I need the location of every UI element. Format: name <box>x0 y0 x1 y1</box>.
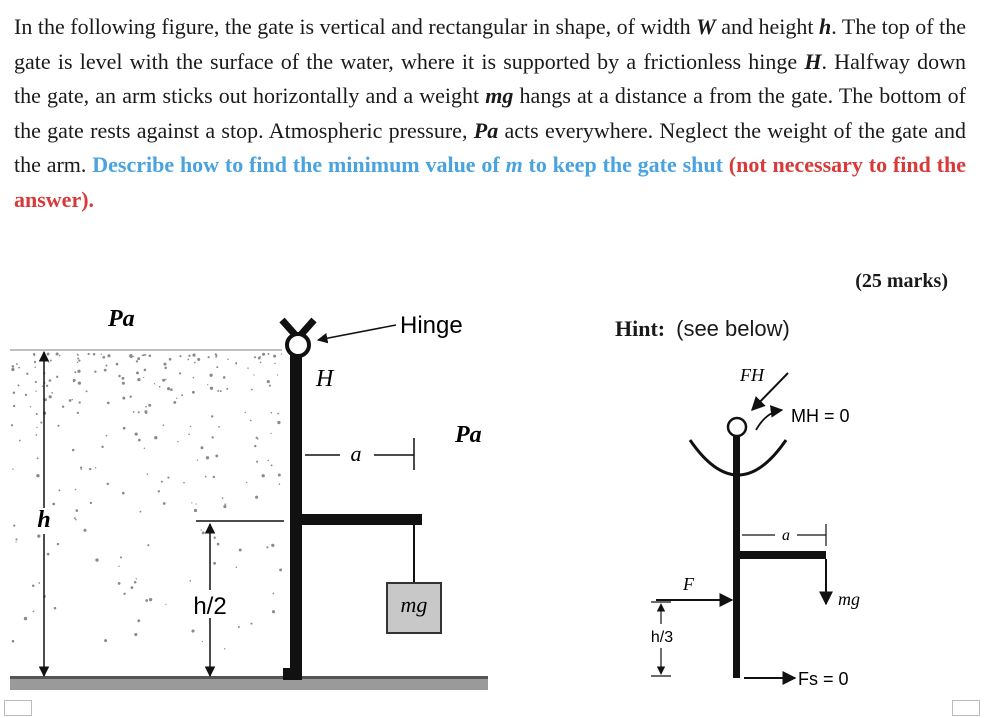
water-speckle <box>34 355 36 357</box>
water-speckle <box>129 354 132 357</box>
water-speckle <box>59 355 61 357</box>
water-speckle <box>138 411 140 413</box>
water-speckle <box>188 433 190 435</box>
water-speckle <box>273 593 275 595</box>
water-speckle <box>223 376 226 379</box>
var-W: W <box>696 14 716 39</box>
water-speckle <box>258 357 261 360</box>
water-speckle <box>118 375 121 378</box>
water-speckle <box>191 629 194 632</box>
water-speckle <box>89 468 91 470</box>
water-speckle <box>163 502 166 505</box>
water-speckle <box>75 519 77 521</box>
text-span: acts everywhere. Neglect the weight of the gate and the arm. <box>14 117 966 178</box>
water-speckle <box>250 420 252 422</box>
water-speckle <box>188 355 190 357</box>
water-speckle <box>15 538 17 540</box>
water-speckle <box>279 568 282 571</box>
water-speckle <box>45 357 47 359</box>
water-speckle <box>208 356 210 358</box>
water-speckle <box>169 358 172 361</box>
hint-f-label: F <box>683 574 694 594</box>
water-speckle <box>277 413 279 415</box>
ground <box>10 678 488 690</box>
hint-fh-label: FH <box>740 365 764 385</box>
water-speckle <box>223 505 226 508</box>
water-speckle <box>194 362 196 364</box>
water-speckle <box>107 483 109 485</box>
water-speckle <box>222 497 224 499</box>
water-speckle <box>202 641 203 642</box>
water-speckle <box>101 354 102 355</box>
water-speckle <box>210 387 213 390</box>
water-speckle <box>136 360 138 362</box>
water-speckle <box>48 362 49 363</box>
question-highlight: to keep the gate shut <box>522 152 723 178</box>
water-speckle <box>206 456 209 459</box>
water-speckle <box>238 626 240 628</box>
water-speckle <box>154 436 157 439</box>
water-speckle <box>77 412 79 414</box>
water-speckle <box>37 457 39 459</box>
water-speckle <box>81 468 83 470</box>
water-speckle <box>235 363 237 365</box>
water-speckle <box>90 502 92 504</box>
water-speckle <box>224 503 226 505</box>
water-speckle <box>47 353 50 356</box>
water-speckle <box>26 373 28 375</box>
a-label: a <box>350 441 362 466</box>
water-speckle <box>88 353 90 355</box>
water-speckle <box>122 397 125 400</box>
water-speckle <box>164 367 167 370</box>
water-speckle <box>215 353 217 355</box>
water-speckle <box>77 362 79 364</box>
text-span: hangs at a distance a from the gate. The bottom of the gate rests against a stop. Atmospheric pressure, <box>14 83 966 143</box>
hint-third-label: h/3 <box>650 629 674 646</box>
water-speckle <box>190 426 191 427</box>
water-speckle <box>217 543 220 546</box>
hint-word: Hint: <box>615 316 666 341</box>
water-speckle <box>54 607 57 610</box>
water-speckle <box>104 639 107 642</box>
water-speckle <box>236 567 238 569</box>
water-speckle <box>274 363 275 364</box>
water-speckle <box>25 394 27 396</box>
water-speckle <box>30 406 31 407</box>
hint-mh-arc <box>756 410 782 430</box>
water-speckle <box>33 611 35 613</box>
water-speckle <box>19 440 21 442</box>
var-mg: mg <box>485 83 514 109</box>
water-speckle <box>11 352 282 649</box>
water-speckle <box>101 446 103 448</box>
var-m: m <box>505 152 523 178</box>
water-speckle <box>270 433 271 434</box>
water-speckle <box>271 412 273 414</box>
water-speckle <box>47 553 50 556</box>
water-speckle <box>207 384 208 385</box>
marks-label: (25 marks) <box>855 270 948 292</box>
water-speckle <box>18 367 20 369</box>
water-speckle <box>136 371 139 374</box>
water-speckle <box>58 489 60 491</box>
water-speckle <box>253 374 254 375</box>
water-speckle <box>256 461 258 463</box>
water-speckle <box>36 413 38 415</box>
water-speckle <box>195 503 196 504</box>
water-speckle <box>262 474 265 477</box>
water-speckle <box>77 358 79 360</box>
water-speckle <box>78 381 81 384</box>
water-speckle <box>120 556 122 558</box>
water-speckle <box>179 372 181 374</box>
water-speckle <box>106 435 108 437</box>
text-span: . The top of the gate is level with the surface of the water, where it is supported by a frictionless hinge <box>14 14 966 74</box>
water-speckle <box>165 379 167 381</box>
water-speckle <box>69 399 72 402</box>
gate-H-label: H <box>316 366 334 392</box>
water-speckle <box>137 357 140 360</box>
water-speckle <box>72 399 73 400</box>
water-speckle <box>149 598 152 601</box>
water-speckle <box>134 581 137 584</box>
water-speckle <box>56 376 58 378</box>
water-speckle <box>209 374 212 377</box>
water-speckle <box>102 356 105 359</box>
water-speckle <box>94 371 96 373</box>
water-speckle <box>36 474 39 477</box>
water-speckle <box>254 356 256 358</box>
water-speckle <box>11 368 14 371</box>
water-speckle <box>107 402 110 405</box>
water-speckle <box>245 412 246 413</box>
water-speckle <box>76 509 79 512</box>
water-speckle <box>24 617 27 620</box>
water-speckle <box>118 582 121 585</box>
water-speckle <box>77 370 80 373</box>
water-speckle <box>213 476 215 478</box>
hint-arm <box>738 551 826 559</box>
water-speckle <box>167 477 169 479</box>
hint-mh-label: MH = 0 <box>791 406 850 426</box>
water-speckle <box>165 604 166 605</box>
water-speckle <box>140 511 142 513</box>
water-speckle <box>51 392 53 394</box>
water-speckle <box>136 578 137 579</box>
water-speckle <box>15 541 16 542</box>
pa-left-label: Pa <box>108 306 135 332</box>
pa-right-label: Pa <box>455 422 482 448</box>
water-speckle <box>95 558 98 561</box>
water-speckle <box>145 406 147 408</box>
water-speckle <box>107 354 110 357</box>
water-speckle <box>12 365 15 368</box>
water-speckle <box>170 388 173 391</box>
water-speckle <box>56 352 59 355</box>
water-speckle <box>13 525 15 527</box>
water-speckle <box>42 386 43 387</box>
water-speckle <box>211 415 213 417</box>
water-speckle <box>191 502 192 503</box>
water-speckle <box>75 489 77 491</box>
water-speckle <box>268 353 270 355</box>
text-span: and height <box>715 14 820 39</box>
hint-note: (see below) <box>676 316 790 341</box>
water-speckle <box>162 379 165 382</box>
water-speckle <box>137 378 140 381</box>
water-speckle <box>273 355 276 358</box>
water-speckle <box>148 404 151 407</box>
water-speckle <box>12 468 13 469</box>
water-speckle <box>74 371 76 373</box>
gate-figure <box>10 306 488 690</box>
hint-mg-label: mg <box>838 589 860 609</box>
water-speckle <box>267 380 270 383</box>
water-speckle <box>217 390 219 392</box>
note-highlight: (not necessary to find the answer). <box>14 152 966 212</box>
water-speckle <box>255 496 258 499</box>
water-speckle <box>11 424 13 426</box>
water-speckle <box>78 359 80 361</box>
water-speckle <box>262 353 265 356</box>
water-speckle <box>49 395 52 398</box>
question-highlight: Describe how to find the minimum value of <box>92 152 506 178</box>
water-speckle <box>52 503 55 506</box>
water-speckle <box>271 544 274 547</box>
water-speckle <box>116 363 119 366</box>
water-speckle <box>32 584 35 587</box>
water-speckle <box>144 448 145 449</box>
water-speckle <box>72 449 75 452</box>
text-span: In the following figure, the gate is vertical and rectangular in shape, of width <box>14 14 697 39</box>
water-speckle <box>16 363 18 365</box>
water-speckle <box>278 473 281 476</box>
water-speckle <box>181 394 183 396</box>
water-speckle <box>192 354 195 357</box>
hint-figure <box>646 365 860 689</box>
water-speckle <box>123 593 125 595</box>
water-speckle <box>138 439 141 442</box>
water-speckle <box>215 356 217 358</box>
water-speckle <box>193 377 195 379</box>
water-speckle <box>246 482 247 483</box>
water-speckle <box>18 384 20 386</box>
water-speckle <box>40 422 42 424</box>
water-speckle <box>121 377 124 380</box>
water-speckle <box>83 529 86 532</box>
water-speckle <box>202 531 205 534</box>
water-speckle <box>173 401 176 404</box>
water-speckle <box>147 473 149 475</box>
water-speckle <box>176 398 177 399</box>
water-speckle <box>36 434 38 436</box>
water-speckle <box>201 446 204 449</box>
water-speckle <box>12 640 15 643</box>
water-speckle <box>271 464 273 466</box>
page-corner-right <box>952 700 980 716</box>
water-speckle <box>135 433 138 436</box>
water-speckle <box>250 623 252 625</box>
water-speckle <box>197 460 198 461</box>
water-speckle <box>159 386 161 388</box>
water-speckle <box>106 365 108 367</box>
water-speckle <box>227 359 228 360</box>
hint-fs-label: Fs = 0 <box>798 669 849 689</box>
water-speckle <box>212 436 214 438</box>
water-speckle <box>279 483 281 485</box>
water-speckle <box>163 363 166 366</box>
var-h: h <box>819 14 832 39</box>
water-speckle <box>93 353 96 356</box>
water-speckle <box>167 387 170 390</box>
water-speckle <box>35 367 37 369</box>
water-speckle <box>192 391 195 394</box>
water-speckle <box>179 355 181 357</box>
water-speckle <box>189 580 191 582</box>
water-speckle <box>269 385 271 387</box>
water-speckle <box>183 482 185 484</box>
water-speckle <box>266 546 268 548</box>
water-speckle <box>122 492 125 495</box>
water-speckle <box>201 529 202 530</box>
water-speckle <box>104 369 107 372</box>
water-speckle <box>144 354 146 356</box>
half-height-label: h/2 <box>193 593 227 620</box>
water-speckle <box>38 582 40 584</box>
water-speckle <box>118 566 119 567</box>
water-speckle <box>145 599 148 602</box>
water-speckle <box>123 427 126 430</box>
water-speckle <box>131 586 134 589</box>
water-speckle <box>142 355 143 356</box>
water-speckle <box>277 374 278 375</box>
water-speckle <box>260 362 262 364</box>
water-speckle <box>226 388 228 390</box>
water-speckle <box>272 610 275 613</box>
water-speckle <box>254 445 256 447</box>
page-corner-left <box>4 700 32 716</box>
water-speckle <box>197 358 200 361</box>
hinge-pointer <box>318 325 396 340</box>
water-speckle <box>224 648 225 649</box>
water-speckle <box>95 467 96 468</box>
water-speckle <box>177 441 178 442</box>
water-speckle <box>194 509 197 512</box>
ground-edge <box>10 676 488 679</box>
water-speckle <box>130 396 132 398</box>
water-speckle <box>205 476 207 478</box>
hinge-pin <box>287 334 309 356</box>
gate-arm <box>300 514 422 525</box>
water-speckle <box>220 390 222 392</box>
water-speckle <box>77 354 79 356</box>
var-H: H <box>804 48 822 74</box>
water-speckle <box>80 467 82 469</box>
water-speckle <box>218 426 220 428</box>
water-speckle <box>213 562 216 565</box>
water-speckle <box>147 544 149 546</box>
water-speckle <box>161 481 163 483</box>
hint-hinge-pin <box>728 418 746 436</box>
water-speckle <box>239 549 242 552</box>
water-speckle <box>133 356 134 357</box>
water-speckle <box>149 355 152 358</box>
water-speckle <box>57 425 59 427</box>
water-speckle <box>144 369 147 372</box>
water-speckle <box>187 359 189 361</box>
water-speckle <box>215 454 218 457</box>
water-speckle <box>247 367 249 369</box>
water-speckle <box>251 389 253 391</box>
water-speckle <box>74 517 76 519</box>
water-speckle <box>163 424 165 426</box>
water-speckle <box>62 405 64 407</box>
water-speckle <box>134 633 137 636</box>
water-speckle <box>49 379 52 382</box>
water-speckle <box>137 619 140 622</box>
water-speckle <box>50 360 52 362</box>
water-speckle <box>158 490 160 492</box>
water-speckle <box>281 353 282 354</box>
water-speckle <box>133 411 135 413</box>
water-speckle <box>214 537 216 539</box>
water-speckle <box>35 381 37 383</box>
water-speckle <box>34 361 36 363</box>
water-speckle <box>277 421 280 424</box>
water-speckle <box>145 412 147 414</box>
water-speckle <box>257 438 259 440</box>
water-speckle <box>13 405 15 407</box>
water-speckle <box>35 391 36 392</box>
water-speckle <box>57 543 59 545</box>
water-speckle <box>143 377 144 378</box>
water-speckle <box>122 382 125 385</box>
water-speckle <box>267 460 269 462</box>
water-speckle <box>37 534 40 537</box>
water-speckle <box>216 366 218 368</box>
water-speckle <box>36 427 37 428</box>
text-span: . Halfway down the gate, an arm sticks out horizontally and a weight <box>14 48 967 109</box>
hint-a-label: a <box>782 527 790 544</box>
weight-mg-label: mg <box>400 592 428 617</box>
var-Pa: Pa <box>473 117 499 143</box>
water-speckle <box>73 380 75 382</box>
hinge-label: Hinge <box>400 312 463 339</box>
water-speckle <box>86 390 88 392</box>
h-label: h <box>37 507 51 533</box>
water-speckle <box>13 392 15 394</box>
water-speckle <box>79 401 81 403</box>
water-speckle <box>46 385 48 387</box>
water-speckle <box>154 383 155 384</box>
